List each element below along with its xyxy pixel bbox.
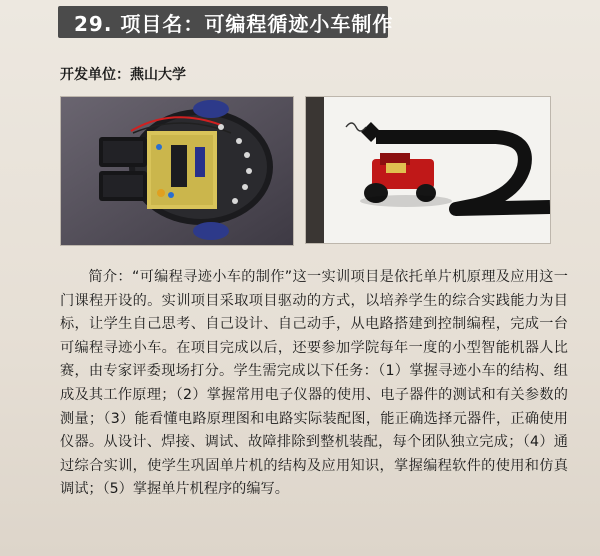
project-description: [60, 266, 568, 502]
robot-car-top-view-icon: [61, 97, 293, 245]
title-banner: [58, 6, 394, 38]
description-paragraph: 简介：“可编程寻迹小车的制作”这一实训项目是依托单片机原理及应用这一门课程开设的。实训项目采取项目驱动的方式，以培养学生的综合实践能力为目标，让学生自己思考、自己设计、自己动手，从电路搭建到控制编程，完成一台可编程寻迹小车。在项目完成以后，还要参加学院每年一度的小型智能机器人比赛，由专家评委现场打分。学生需完成以下任务：（1）掌握寻迹小车的结构、组成及其工作原理；（2）掌握常用电子仪器的使用、电子器件的测试和有关参数的测量；（3）能看懂电路原理图和电路实际装配图，能正确选择元器件，正确使用仪器。从设计、焊接、调试、故障排除到整机装配，每个团队独立完成；（4）通过综合实训，使学生巩固单片机的结构及应用知识，掌握编程软件的使用和仿真调试；（5）掌握单片机程序的编写。: [60, 269, 568, 498]
developer-unit: 开发单位：燕山大学: [60, 67, 186, 83]
robot-car-on-track-icon: [306, 97, 550, 243]
robot-car-photo: [60, 96, 294, 246]
project-title: 29. 项目名：可编程循迹小车制作: [74, 11, 394, 36]
track-photo: [305, 96, 551, 244]
